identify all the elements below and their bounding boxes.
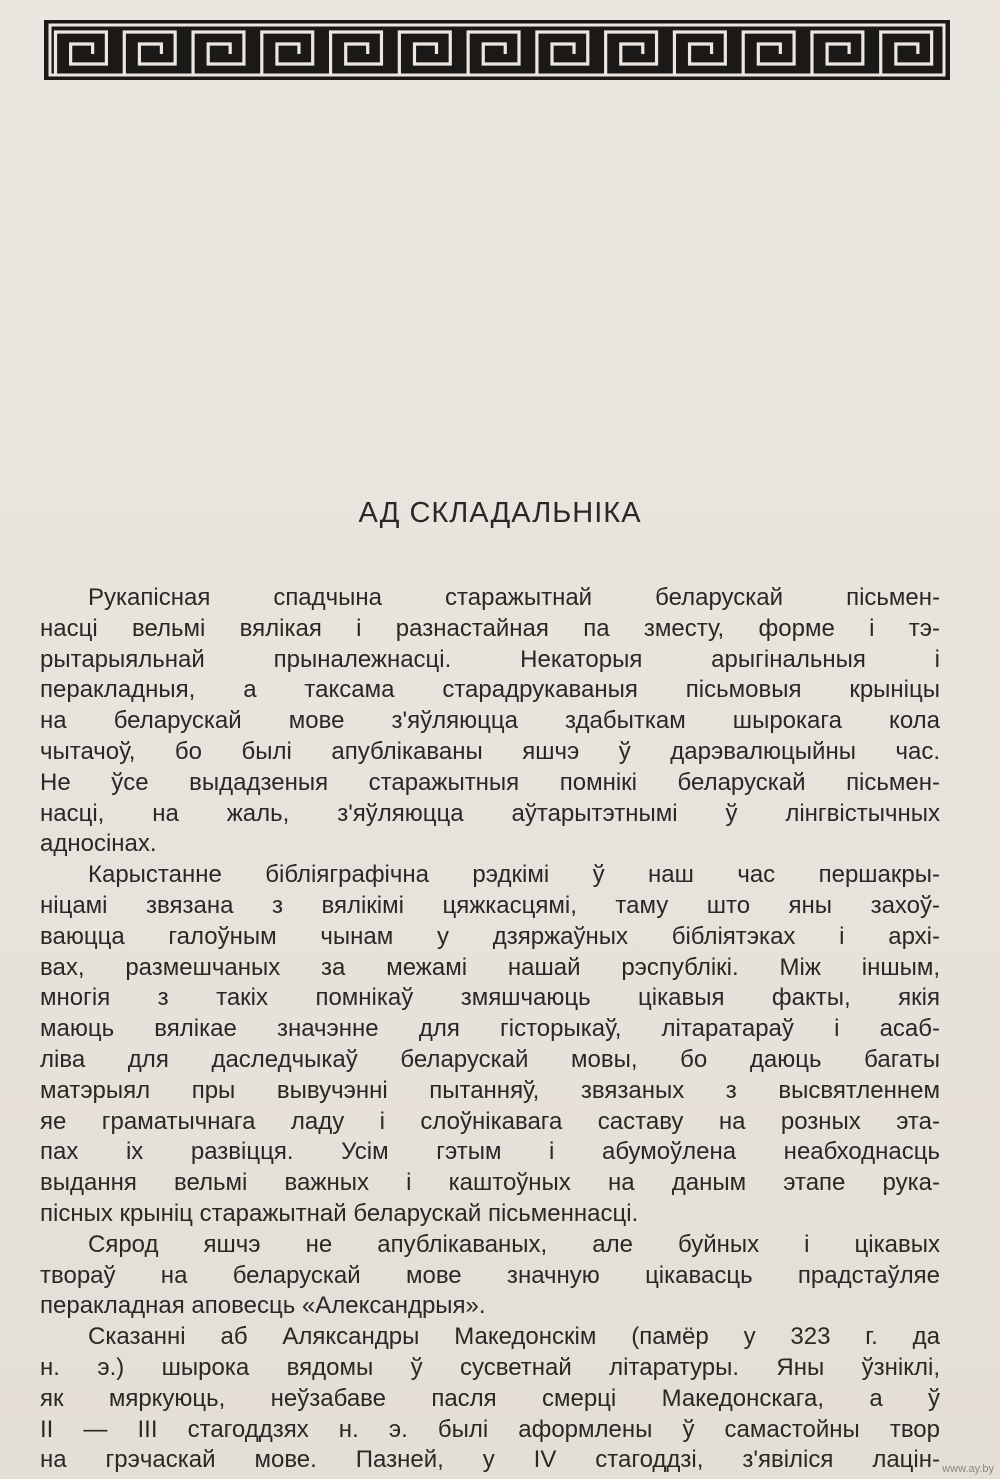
text-line: пісных крыніц старажытнай беларускай пісьменнасці. [40,1199,639,1227]
text-line: Карыстанне бібліяграфічна рэдкімі ў наш час першакры- [88,861,940,889]
text-line: Сярод яшчэ не апублікаваных, але буйных і цікавых [88,1230,940,1258]
text-line: н. э.) шырока вядомы ў сусветнай літаратуры. Яны ўзніклі, [40,1353,940,1381]
text-line: адносінах. [40,830,157,858]
text-line: ваюцца галоўным чынам у дзяржаўных бібліятэках і архі- [40,922,940,950]
text-line: рытарыяльнай прыналежнасці. Некаторыя арыгінальныя і [40,645,940,673]
text-line: Сказанні аб Аляксандры Македонскім (памёр у 323 г. да [88,1323,940,1351]
meander-unit [331,32,382,75]
meander-unit [124,32,175,75]
text-line: Рукапісная спадчына старажытнай беларускай пісьмен- [88,584,940,611]
body-text [40,583,940,1476]
text-line: перакладныя, а таксама старадрукаваныя пісьмовыя крыніцы [40,676,940,704]
text-line: ліва для даследчыкаў беларускай мовы, бо даюць багаты [40,1045,940,1073]
meander-unit [881,32,932,75]
text-line: як мяркуюць, неўзабаве пасля смерці Македонскага, а ў [40,1384,940,1412]
text-line: на беларускай мове з'яўляюцца здабыткам шырокага кола [40,707,940,735]
text-line: маюць вялікае значэнне для гісторыкаў, літаратараў і асаб- [40,1015,940,1043]
meander-ornament-svg [44,20,950,80]
meander-unit [812,32,863,75]
meander-unit [674,32,725,75]
meander-unit [193,32,244,75]
text-line: Не ўсе выдадзеныя старажытныя помнікі беларускай пісьмен- [40,768,940,796]
text-line: на грэчаскай мове. Пазней, у IV стагоддзі, з'явіліся лацін- [40,1446,940,1474]
meander-unit [606,32,657,75]
meander-unit [468,32,519,75]
text-line: II — III стагоддзях н. э. былі аформлены ў самастойны твор [40,1415,940,1443]
text-line: ніцамі звязана з вялікімі цяжкасцямі, таму што яны захоў- [40,891,940,919]
meander-unit [743,32,794,75]
text-line: выдання вельмі важных і каштоўных на даным этапе рука- [40,1169,940,1197]
text-line: насці, на жаль, з'яўляюцца аўтарытэтнымі ў лінгвістычных [40,799,940,827]
text-line: вах, размешчаных за межамі нашай рэспублікі. Між іншым, [40,953,940,981]
text-line: насці вельмі вялікая і разнастайная па зместу, форме і тэ- [40,614,940,642]
text-line: яе граматычнага ладу і слоўнікавага саставу на розных эта- [40,1107,940,1135]
meander-unit [537,32,588,75]
text-line: чытачоў, бо былі апублікаваны яшчэ ў дарэвалюцыйны час. [40,737,940,765]
meander-unit [399,32,450,75]
text-line: матэрыял пры вывучэнні пытанняў, звязаных з высвятленнем [40,1076,940,1104]
text-line: пах іх развіцця. Усім гэтым і абумоўлена неабходнасць [40,1138,940,1166]
page-heading: АД СКЛАДАЛЬНІКА [358,497,642,530]
text-line: перакладная аповесць «Александрыя». [40,1292,486,1320]
text-line: твораў на беларускай мове значную цікавасць прадстаўляе [40,1261,940,1289]
meander-unit [262,32,313,75]
watermark: www.ay.by [942,1463,994,1475]
meander-unit [56,32,107,75]
text-line: многія з такіх помнікаў змяшчаюць цікавыя факты, якія [40,984,940,1012]
greek-key-ornament [44,20,950,80]
